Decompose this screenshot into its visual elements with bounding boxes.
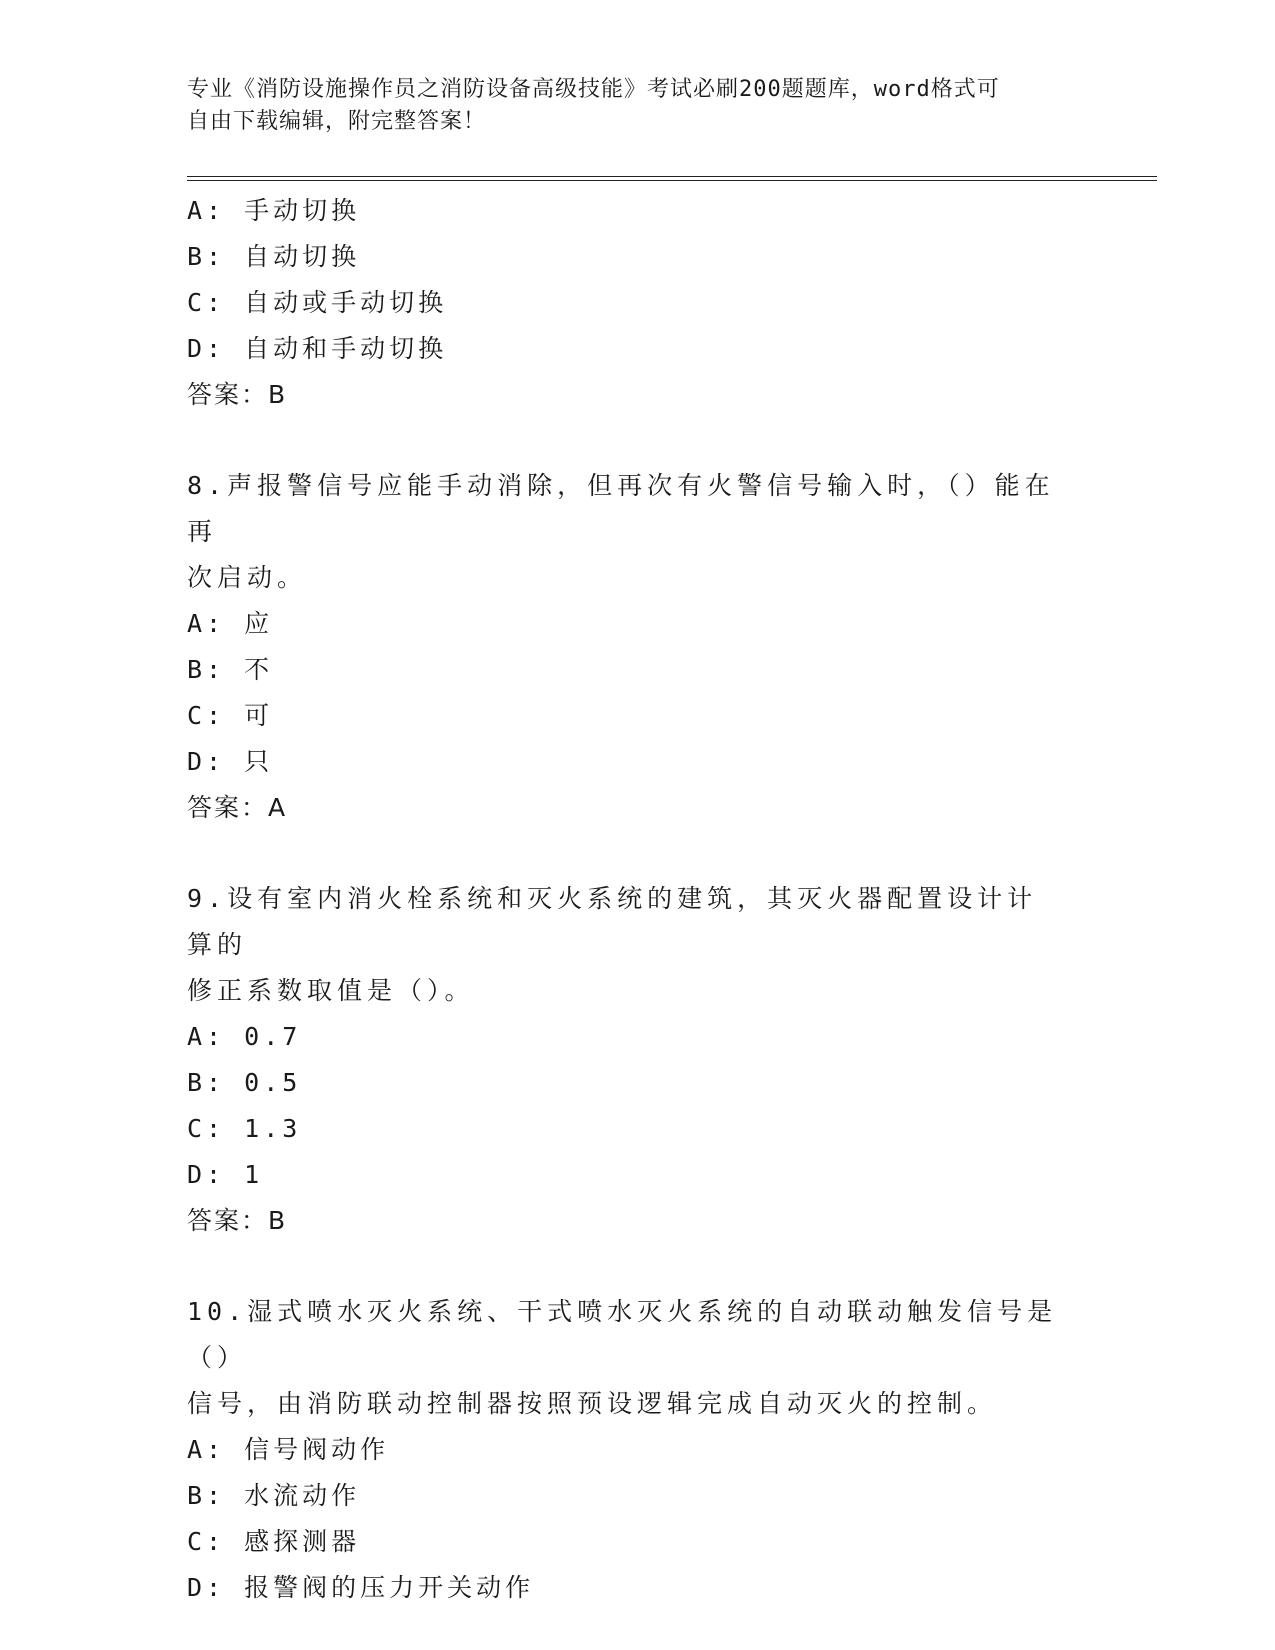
option-b: B: 不: [187, 655, 274, 684]
option-d: D: 只: [187, 747, 274, 776]
option-d: D: 1: [187, 1160, 264, 1189]
option-a: A: 信号阀动作: [187, 1435, 390, 1464]
question-text-line-1: 9.设有室内消火栓系统和灭火系统的建筑，其灭火器配置设计计算的: [187, 884, 1038, 959]
answer: 答案：B: [187, 1206, 288, 1235]
header-divider: [187, 176, 1157, 181]
option-a: A: 应: [187, 609, 274, 638]
option-c: C: 可: [187, 701, 274, 730]
option-d: D: 报警阀的压力开关动作: [187, 1573, 535, 1602]
question-text-line-1: 10.湿式喷水灭火系统、干式喷水灭火系统的自动联动触发信号是（）: [187, 1297, 1058, 1372]
option-d: D: 自动和手动切换: [187, 334, 448, 363]
option-a: A: 0.7: [187, 1022, 302, 1051]
option-b: B: 0.5: [187, 1068, 302, 1097]
question-text-line-2: 修正系数取值是（）。: [187, 976, 475, 1005]
header-line-2: 自由下载编辑，附完整答案！: [187, 109, 487, 134]
question-9: [187, 876, 1067, 1244]
option-b: B: 自动切换: [187, 242, 361, 271]
option-a: A: 手动切换: [187, 196, 361, 225]
option-c: C: 感探测器: [187, 1527, 361, 1556]
option-c: C: 1.3: [187, 1114, 302, 1143]
document-header: [187, 74, 1067, 138]
answer: 答案：B: [187, 380, 288, 409]
option-b: B: 水流动作: [187, 1481, 361, 1510]
question-list: [187, 188, 1067, 1611]
question-text-line-2: 信号，由消防联动控制器按照预设逻辑完成自动灭火的控制。: [187, 1389, 998, 1418]
question-text-line-1: 8.声报警信号应能手动消除，但再次有火警信号输入时，（）能在再: [187, 471, 1055, 546]
answer: 答案：A: [187, 793, 288, 822]
header-line-1: 专业《消防设施操作员之消防设备高级技能》考试必刷200题题库，word格式可: [187, 77, 1000, 102]
question-8: [187, 463, 1067, 831]
question-text-line-2: 次启动。: [187, 563, 308, 592]
question-7: [187, 188, 1067, 418]
question-10: [187, 1289, 1067, 1611]
option-c: C: 自动或手动切换: [187, 288, 448, 317]
